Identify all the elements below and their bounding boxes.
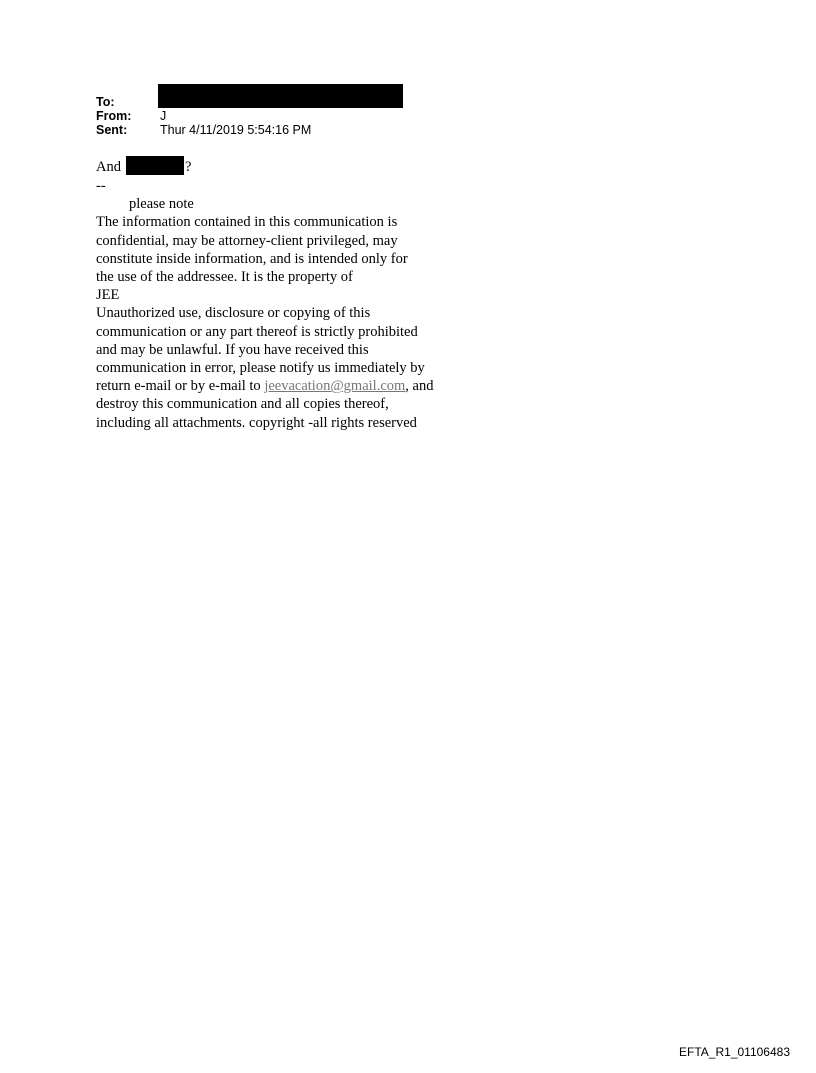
sent-value: Thur 4/11/2019 5:54:16 PM: [160, 123, 312, 137]
greeting-suffix: ?: [184, 159, 192, 175]
disclaimer-line: communication in error, please notify us immediately by: [96, 360, 425, 377]
email-header: [96, 95, 311, 137]
return-line-suffix: , and: [405, 378, 434, 395]
document-id: EFTA_R1_01106483: [679, 1045, 790, 1059]
email-body: [96, 157, 496, 432]
disclaimer-line: communication or any part thereof is strictly prohibited: [96, 323, 418, 340]
disclaimer-line: Unauthorized use, disclosure or copying of this: [96, 305, 371, 322]
to-label: To:: [96, 95, 115, 109]
note-heading: please note: [129, 196, 194, 213]
sent-label: Sent:: [96, 123, 128, 137]
return-line-prefix: return e-mail or by e-mail to: [96, 378, 265, 395]
disclaimer-line: including all attachments. copyright -all rights reserved: [96, 414, 417, 431]
disclaimer-line: destroy this communication and all copies thereof,: [96, 396, 389, 413]
return-email-line: [96, 377, 496, 395]
disclaimer-line: confidential, may be attorney-client privileged, may: [96, 232, 398, 249]
from-row: [96, 109, 311, 123]
signature-separator: --: [96, 178, 106, 194]
disclaimer-line: The information contained in this communication is: [96, 214, 398, 231]
disclaimer-line: JEE: [96, 287, 120, 304]
greeting-prefix: And: [96, 159, 121, 175]
redacted-name: [126, 156, 184, 175]
disclaimer-block-end: [96, 395, 496, 431]
disclaimer-line: constitute inside information, and is intended only for: [96, 250, 408, 267]
from-value: J: [160, 109, 167, 123]
to-row: [96, 95, 311, 109]
greeting-line: [96, 157, 496, 177]
disclaimer-line: the use of the addressee. It is the property of: [96, 269, 353, 286]
sent-row: [96, 123, 311, 137]
disclaimer-line: and may be unlawful. If you have received this: [96, 341, 369, 358]
from-label: From:: [96, 109, 132, 123]
disclaimer-block: [96, 213, 496, 377]
email-link[interactable]: jeevacation@gmail.com: [264, 378, 406, 395]
